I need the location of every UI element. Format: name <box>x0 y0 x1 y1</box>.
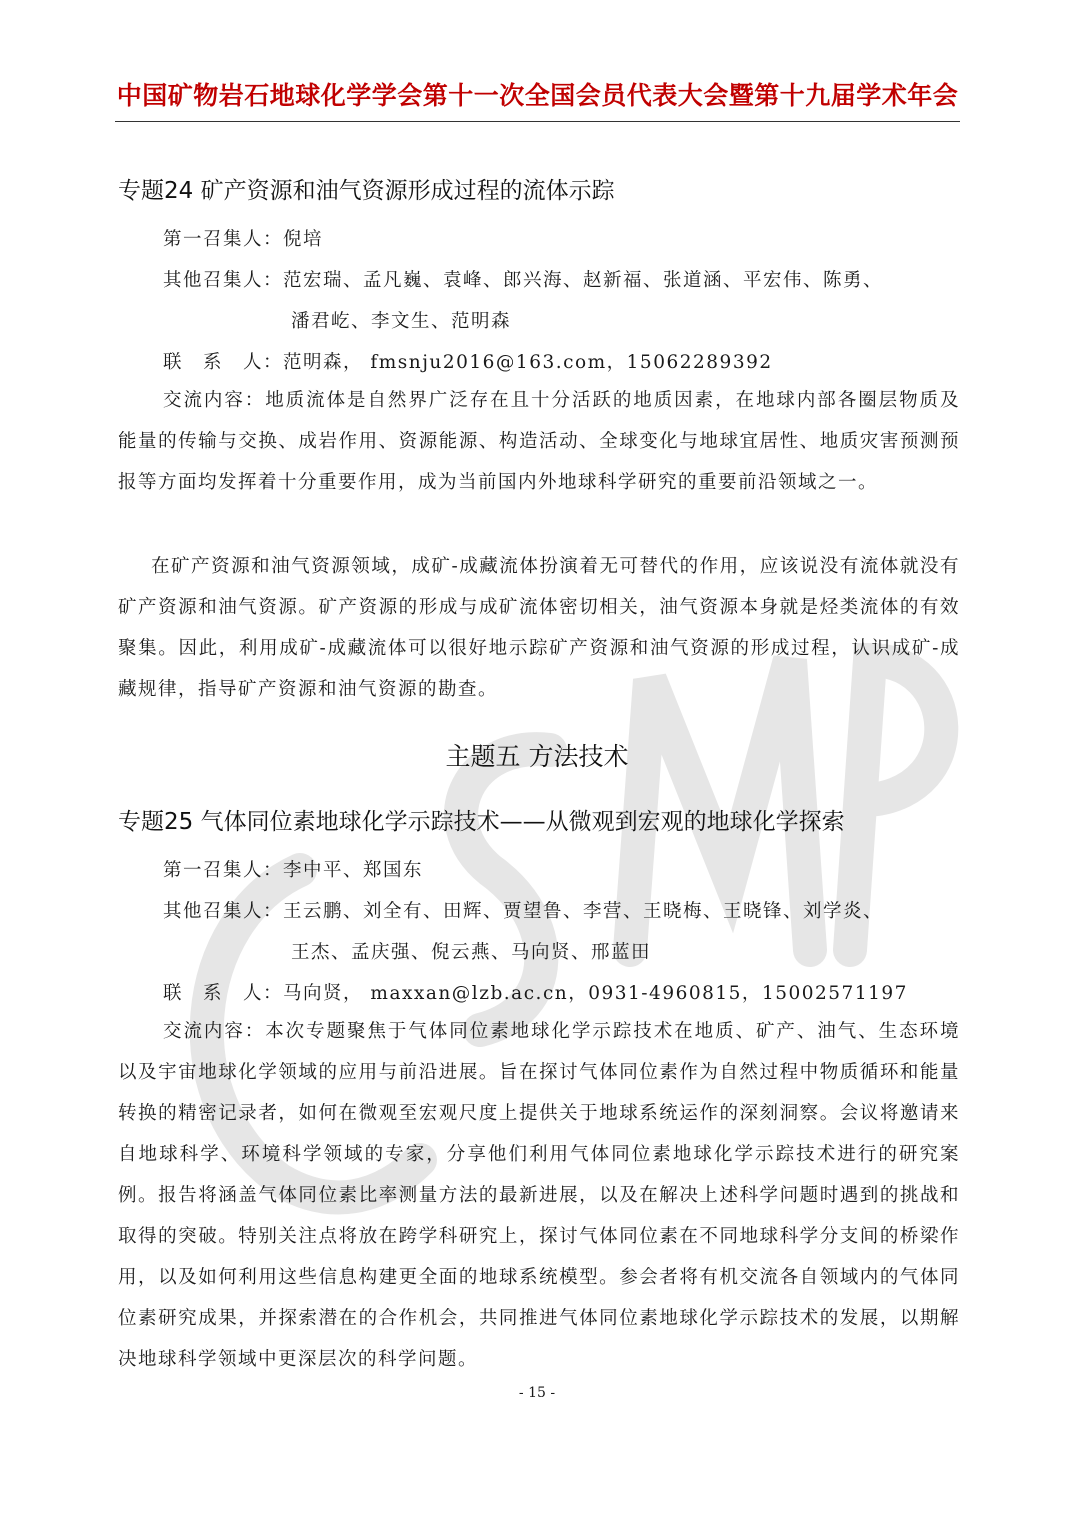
topic-24-content-para-1: 交流内容：地质流体是自然界广泛存在且十分活跃的地质因素，在地球内部各圈层物质及能量的传输与交换、成岩作用、资源能源、构造活动、全球变化与地球宜居性、地质灾害预测预报等方面均发挥着十分重要作用，成为当前国内外地球科学研究的重要前沿领域之一。 <box>118 390 960 493</box>
topic-25-contact <box>163 979 908 1005</box>
topic-25-first-convener <box>163 856 423 882</box>
first-convener-value: 李中平、郑国东 <box>283 860 424 881</box>
topic-24-contact <box>163 348 773 374</box>
topic-24-first-convener <box>163 225 323 251</box>
header-divider <box>115 121 960 122</box>
other-conveners-label: 其他召集人： <box>163 901 284 922</box>
other-conveners-label: 其他召集人： <box>163 270 284 291</box>
contact-label: 联 系 人： <box>163 983 284 1004</box>
first-convener-label: 第一召集人： <box>163 229 284 250</box>
topic-24-other-conveners <box>163 266 883 292</box>
topic-25-title: 专题25 气体同位素地球化学示踪技术——从微观到宏观的地球化学探索 <box>118 809 845 835</box>
first-convener-label: 第一召集人： <box>163 860 284 881</box>
contact-value: 马向贤， maxxan@lzb.ac.cn，0931-4960815，15002571197 <box>283 983 908 1004</box>
topic-25-other-conveners <box>163 897 883 923</box>
topic-24-content-para-2: 在矿产资源和油气资源领域，成矿-成藏流体扮演着无可替代的作用，应该说没有流体就没有矿产资源和油气资源。矿产资源的形成与成矿流体密切相关，油气资源本身就是烃类流体的有效聚集。因此，利用成矿-成藏流体可以很好地示踪矿产资源和油气资源的形成过程，认识成矿-成藏规律，指导矿产资源和油气资源的勘查。 <box>118 556 960 700</box>
topic-25-content-para-1: 交流内容：本次专题聚焦于气体同位素地球化学示踪技术在地质、矿产、油气、生态环境以及宇宙地球化学领域的应用与前沿进展。旨在探讨气体同位素作为自然过程中物质循环和能量转换的精密记录者，如何在微观至宏观尺度上提供关于地球系统运作的深刻洞察。会议将邀请来自地球科学、环境科学领域的专家，分享他们利用气体同位素地球化学示踪技术进行的研究案例。报告将涵盖气体同位素比率测量方法的最新进展，以及在解决上述科学问题时遇到的挑战和取得的突破。特别关注点将放在跨学科研究上，探讨气体同位素在不同地球科学分支间的桥梁作用，以及如何利用这些信息构建更全面的地球系统模型。参会者将有机交流各自领域内的气体同位素研究成果，并探索潜在的合作机会，共同推进气体同位素地球化学示踪技术的发展，以期解决地球科学领域中更深层次的科学问题。 <box>118 1021 960 1370</box>
section-5-title: 主题五 方法技术 <box>445 742 629 771</box>
contact-value: 范明森， fmsnju2016@163.com，15062289392 <box>283 352 773 373</box>
topic-24-title: 专题24 矿产资源和油气资源形成过程的流体示踪 <box>118 178 615 204</box>
conference-header-title: 中国矿物岩石地球化学学会第十一次全国会员代表大会暨第十九届学术年会 <box>116 81 959 110</box>
other-conveners-value: 王云鹏、刘全有、田辉、贾望鲁、李营、王晓梅、王晓锋、刘学炎、 <box>283 901 884 922</box>
other-conveners-value: 范宏瑞、孟凡巍、袁峰、郎兴海、赵新福、张道涵、平宏伟、陈勇、 <box>283 270 884 291</box>
page-number: - 15 - <box>518 1385 556 1401</box>
first-convener-value: 倪培 <box>283 229 324 250</box>
contact-label: 联 系 人： <box>163 352 284 373</box>
topic-24-other-conveners-cont: 潘君屹、李文生、范明森 <box>291 311 512 332</box>
topic-25-other-conveners-cont: 王杰、孟庆强、倪云燕、马向贤、邢蓝田 <box>291 942 652 963</box>
